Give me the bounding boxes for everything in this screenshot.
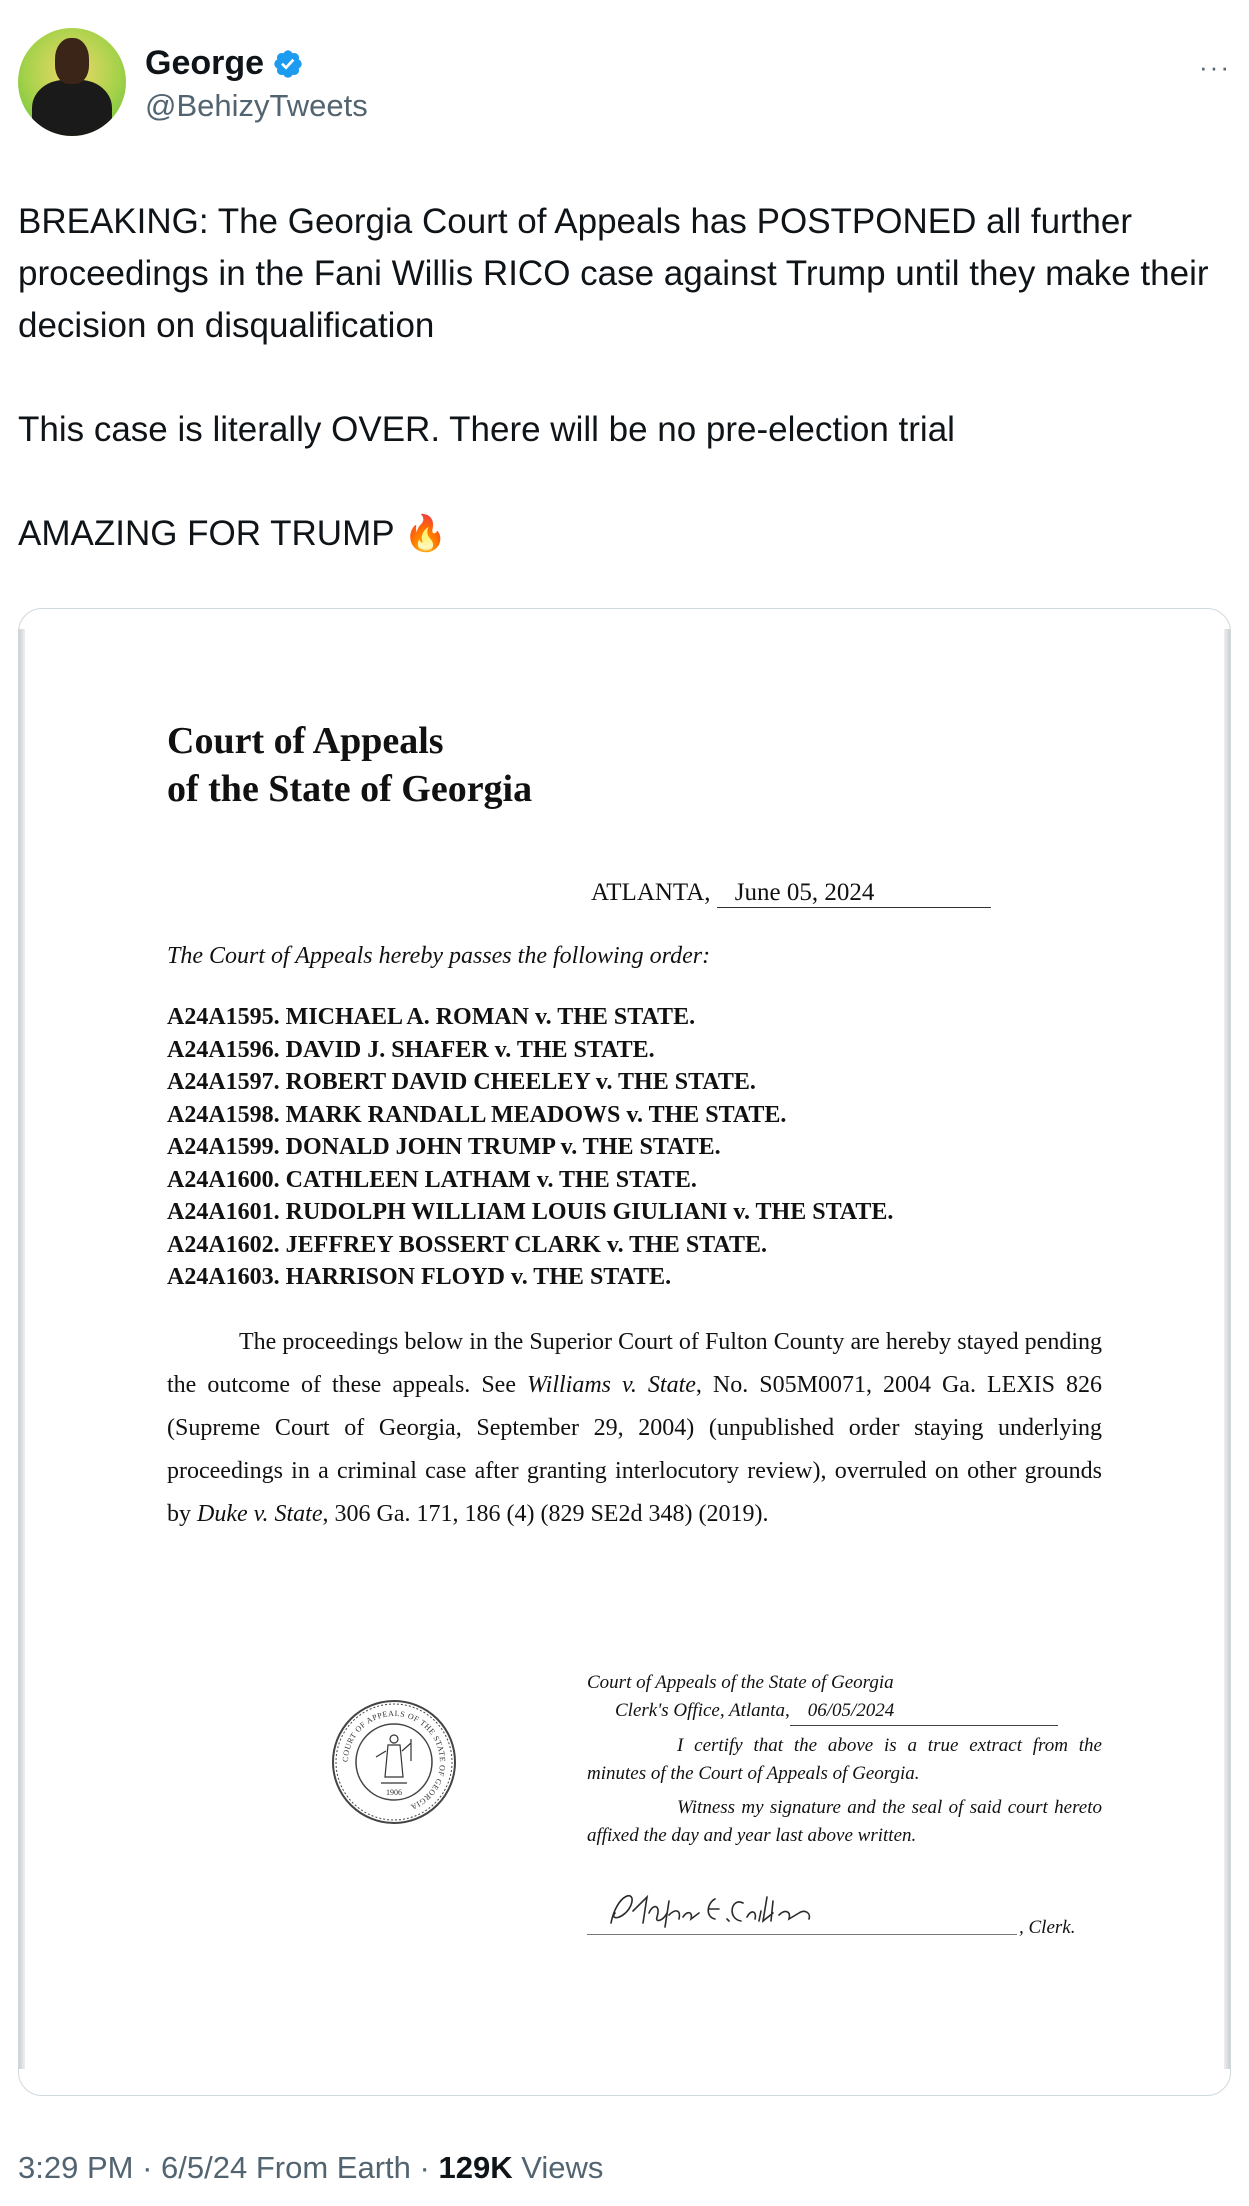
case-item: A24A1595. MICHAEL A. ROMAN v. THE STATE.	[167, 1004, 696, 1030]
clerk-certification	[587, 1669, 1102, 1850]
tweet-meta	[18, 2150, 603, 2186]
dateline-city: ATLANTA,	[591, 879, 711, 906]
case-item: A24A1597. ROBERT DAVID CHEELEY v. THE STATE.	[167, 1069, 756, 1095]
court-seal-icon	[331, 1699, 457, 1825]
case-item: A24A1603. HARRISON FLOYD v. THE STATE.	[167, 1264, 672, 1290]
name-row	[145, 44, 304, 83]
attached-image[interactable]	[18, 608, 1231, 2096]
tweet-date[interactable]: 6/5/24	[161, 2150, 248, 2185]
case-list	[167, 1001, 893, 1294]
avatar-head	[55, 38, 89, 84]
court-title-line2: of the State of Georgia	[167, 768, 533, 810]
clerk-office-line	[587, 1697, 1102, 1726]
seal-figure	[376, 1735, 411, 1783]
clerk-court-name: Court of Appeals of the State of Georgia	[587, 1672, 894, 1693]
clerk-date: 06/05/2024	[790, 1697, 1058, 1726]
case-item: A24A1599. DONALD JOHN TRUMP v. THE STATE.	[167, 1134, 721, 1160]
meta-separator: ·	[142, 2150, 153, 2185]
clerk-signature	[603, 1883, 833, 1935]
signature-row	[587, 1883, 1102, 1943]
case-citation: Williams v. State	[526, 1372, 696, 1398]
meta-separator: ·	[419, 2150, 430, 2185]
author-name[interactable]: George	[145, 44, 265, 82]
seal-year: 1906	[386, 1788, 402, 1797]
tweet-time[interactable]: 3:29 PM	[18, 2150, 134, 2185]
witness-text: Witness my signature and the seal of said court hereto affixed the day and year last above written.	[587, 1797, 1102, 1846]
tweet-source: From Earth	[255, 2150, 411, 2185]
court-title	[167, 717, 532, 813]
court-title-line1: Court of Appeals	[167, 720, 444, 762]
more-options-icon[interactable]: ···	[1199, 52, 1231, 82]
order-body	[167, 1321, 1102, 1536]
views-label: Views	[521, 2150, 604, 2185]
case-item: A24A1600. CATHLEEN LATHAM v. THE STATE.	[167, 1166, 697, 1193]
clerk-office: Clerk's Office, Atlanta,	[615, 1700, 790, 1721]
views-count: 129K	[438, 2150, 513, 2185]
clerk-label: , Clerk.	[1019, 1917, 1076, 1938]
order-body-text: The proceedings below in the Superior Court of Fulton County are hereby stayed pending the outcome of these appeals. See	[167, 1329, 1102, 1398]
tweet-text: BREAKING: The Georgia Court of Appeals has POSTPONED all further proceedings in the Fani Willis RICO case against Trump until they make their decision on disqualification This case is literally OVER. There will be no pre-election trial AMAZING FOR TRUMP 🔥	[18, 202, 1209, 553]
certify-text: I certify that the above is a true extract from the minutes of the Court of Appeals of Georgia.	[587, 1735, 1102, 1784]
dateline	[591, 879, 991, 908]
order-body-text: , No. S05M0071, 2004 Ga. LEXIS 826 (Supreme Court of Georgia, September 29, 2004) (unpublished order staying underlying proceedings in a criminal case after granting interlocutory review), overruled on other grounds by	[167, 1372, 1102, 1527]
case-item: A24A1602. JEFFREY BOSSERT CLARK v. THE STATE.	[167, 1231, 767, 1258]
author-handle[interactable]: @BehizyTweets	[145, 88, 368, 123]
case-item: A24A1596. DAVID J. SHAFER v. THE STATE.	[167, 1036, 655, 1063]
avatar-body	[32, 80, 112, 136]
dateline-date: June 05, 2024	[717, 879, 991, 908]
seal-ring-text: COURT OF APPEALS OF THE STATE OF GEORGIA	[340, 1708, 448, 1812]
order-intro: The Court of Appeals hereby passes the following order:	[167, 943, 711, 969]
tweet-header	[18, 28, 1231, 138]
case-item: A24A1598. MARK RANDALL MEADOWS v. THE STATE.	[167, 1101, 787, 1128]
verified-badge-icon[interactable]	[272, 48, 304, 80]
order-body-text: , 306 Ga. 171, 186 (4) (829 SE2d 348) (2019).	[322, 1501, 769, 1527]
case-citation: Duke v. State	[197, 1501, 323, 1527]
user-avatar[interactable]	[18, 28, 126, 136]
court-order-document	[19, 609, 1231, 2096]
case-item: A24A1601. RUDOLPH WILLIAM LOUIS GIULIANI v. THE STATE.	[167, 1199, 894, 1225]
